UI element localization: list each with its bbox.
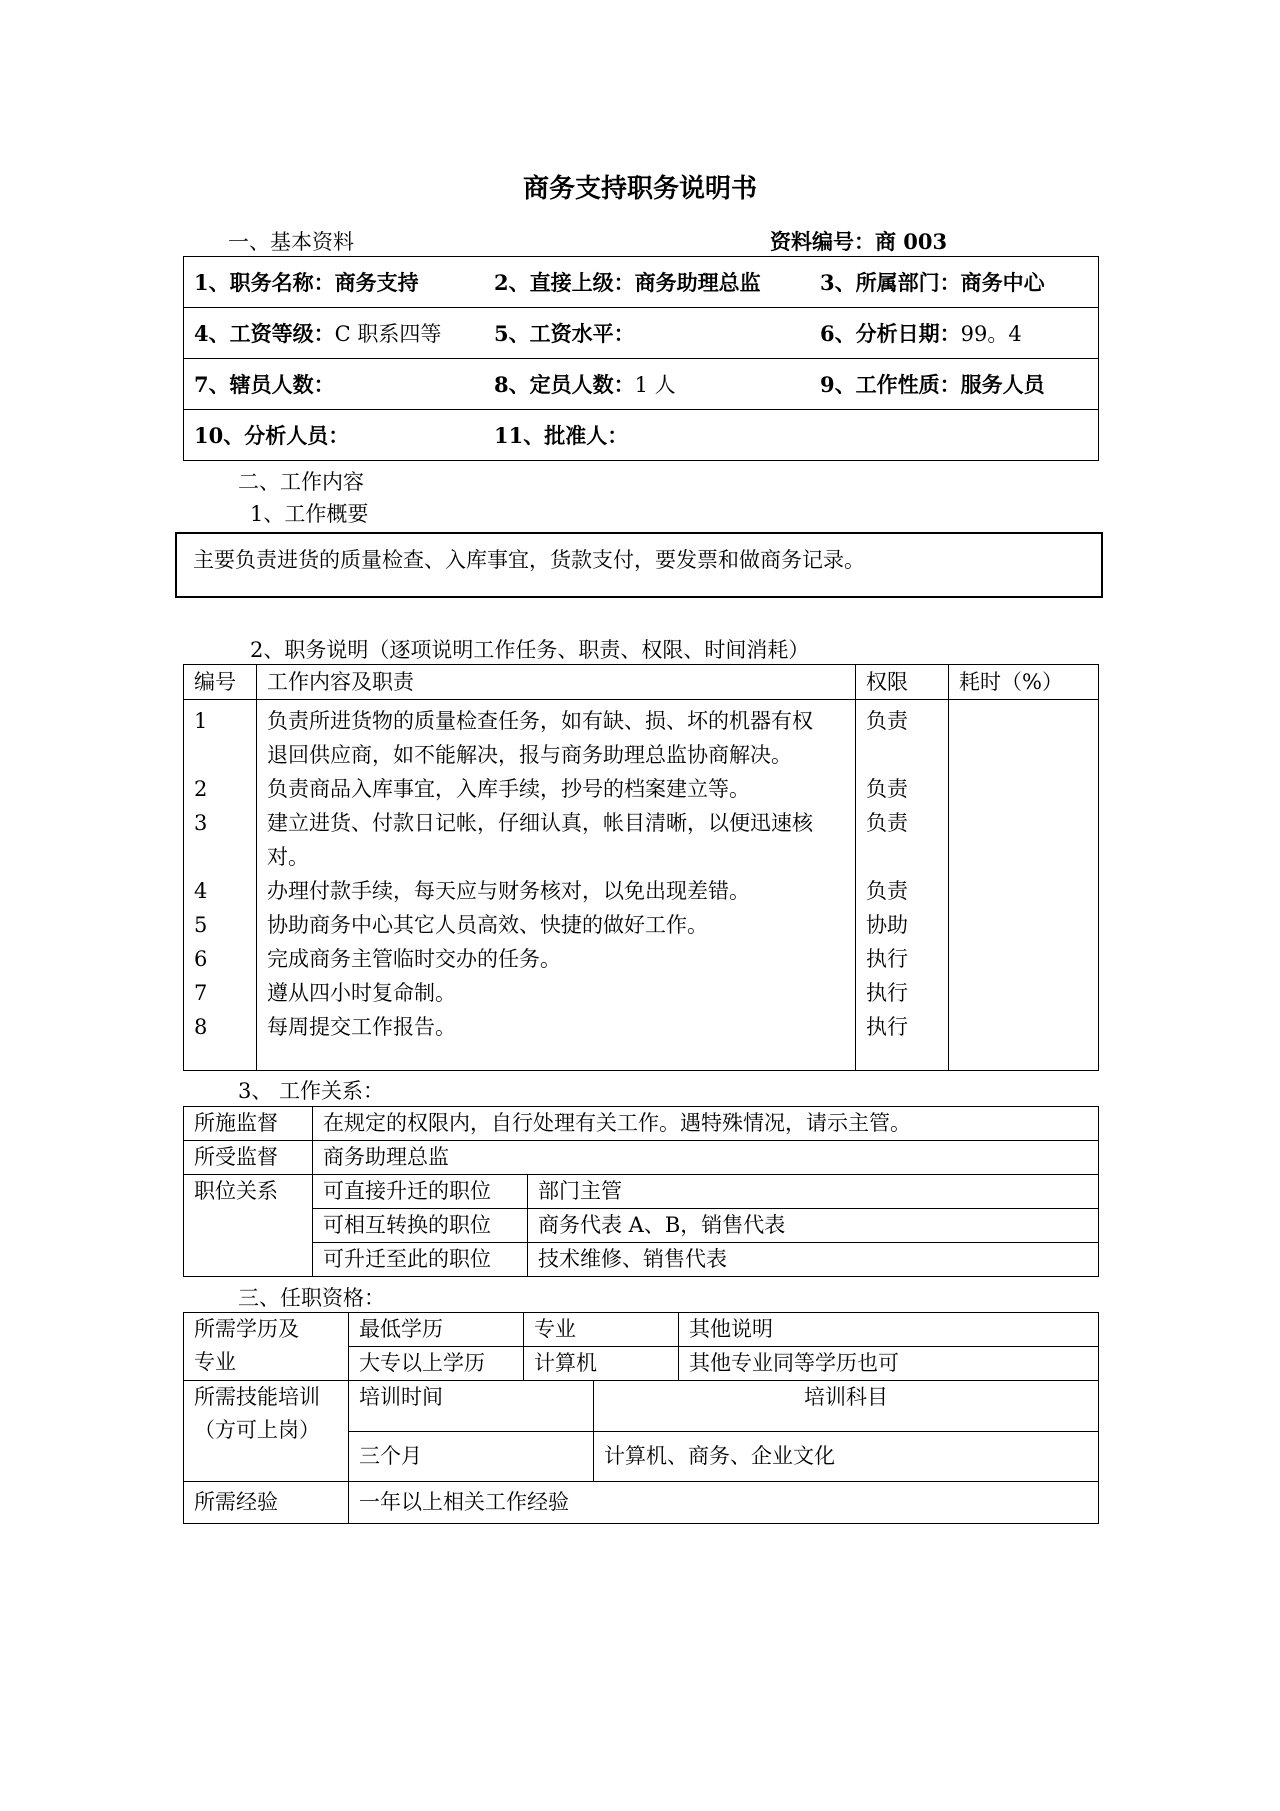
duty-header-content: 工作内容及职责: [257, 665, 856, 700]
duty-number: 8: [194, 1015, 208, 1039]
basic-info-value: 商务支持: [334, 270, 419, 295]
section-work-heading: 二、工作内容: [238, 470, 364, 494]
basic-info-label: 5、工资水平：: [494, 321, 635, 346]
position-value-1: 商务代表 A、B，销售代表: [528, 1209, 1099, 1243]
duty-number: 4: [194, 879, 208, 903]
qualifications-heading: 三、任职资格：: [238, 1286, 385, 1310]
duty-time-column: [949, 700, 1099, 1071]
duty-content-line: 每周提交工作报告。: [267, 1015, 456, 1039]
duty-header-row: [184, 665, 1099, 700]
doc-number-value: 商 003: [875, 229, 948, 254]
basic-info-table: [183, 256, 1099, 461]
basic-info-label: 8、定员人数：: [494, 372, 635, 397]
duty-body-row: [184, 700, 1099, 1071]
section-basic-heading: 一、基本资料: [228, 230, 354, 254]
duty-number: 7: [194, 981, 208, 1005]
duty-header-authority: 权限: [856, 665, 949, 700]
basic-info-row: [184, 359, 1099, 410]
basic-info-cell: [184, 410, 485, 461]
basic-info-cell: [810, 308, 1099, 359]
position-type-2: 可升迁至此的职位: [313, 1243, 528, 1277]
position-row-0: [184, 1175, 1099, 1209]
duty-number-spacer: [194, 840, 246, 874]
document-title: 商务支持职务说明书: [522, 174, 757, 204]
doc-number-label: 资料编号：: [770, 229, 875, 254]
duty-authority: 执行: [866, 1015, 908, 1039]
duty-number: 1: [194, 709, 208, 733]
duty-content-line: 对。: [267, 845, 309, 869]
basic-info-label: 2、直接上级：: [494, 270, 635, 295]
basic-info-value: 服务人员: [960, 372, 1045, 397]
education-label: [184, 1313, 349, 1381]
skill-label: [184, 1381, 349, 1481]
basic-info-label: 6、分析日期：: [820, 321, 961, 346]
work-summary-box: [175, 532, 1103, 598]
duty-content-line: 遵从四小时复命制。: [267, 981, 456, 1005]
duty-authority-column: [856, 700, 949, 1071]
position-row-2: [184, 1243, 1099, 1277]
skill-value-subject: 计算机、商务、企业文化: [594, 1431, 1099, 1481]
qualifications-table: [183, 1312, 1099, 1381]
work-summary-heading: 1、工作概要: [250, 502, 369, 526]
edu-header-other: 其他说明: [679, 1313, 1099, 1347]
position-value-2: 技术维修、销售代表: [528, 1243, 1099, 1277]
edu-value-degree: 大专以上学历: [349, 1347, 524, 1381]
duty-number-spacer: [194, 738, 246, 772]
duty-authority-spacer: [866, 840, 938, 874]
duty-authority: 负责: [866, 879, 908, 903]
relations-table: [183, 1106, 1099, 1277]
duty-authority: 负责: [866, 777, 908, 801]
skill-label-line-2: （方可上岗）: [194, 1418, 320, 1442]
basic-info-cell: [484, 257, 810, 308]
basic-info-label: 9、工作性质：: [820, 372, 961, 397]
edu-header-row: [184, 1313, 1099, 1347]
education-label-line-2: 专业: [194, 1350, 236, 1374]
experience-row: [184, 1481, 1099, 1523]
basic-info-cell: [810, 257, 1099, 308]
basic-info-label: 1、职务名称：: [194, 270, 335, 295]
duty-content-column: [257, 700, 856, 1071]
duty-content-line: 退回供应商，如不能解决，报与商务助理总监协商解决。: [267, 743, 792, 767]
skill-header-time: 培训时间: [349, 1381, 594, 1431]
duty-authority: 负责: [866, 709, 908, 733]
skill-header-row: [184, 1381, 1099, 1431]
duty-number: 5: [194, 913, 208, 937]
duty-num-column: [184, 700, 257, 1071]
duty-number: 6: [194, 947, 208, 971]
edu-header-degree: 最低学历: [349, 1313, 524, 1347]
relations-supervise-row: [184, 1107, 1099, 1141]
basic-info-label: 11、批准人：: [494, 423, 629, 448]
duty-content-line: 建立进货、付款日记帐，仔细认真，帐目清晰，以便迅速核: [267, 811, 813, 835]
duty-number: 3: [194, 811, 208, 835]
experience-label: 所需经验: [184, 1481, 349, 1523]
duty-content-line: 负责所进货物的质量检查任务，如有缺、损、坏的机器有权: [267, 709, 813, 733]
education-label-line-1: 所需学历及: [194, 1317, 299, 1341]
duty-number: 2: [194, 777, 208, 801]
duty-authority: 负责: [866, 811, 908, 835]
basic-info-label: 4、工资等级：: [194, 321, 335, 346]
edu-header-major: 专业: [524, 1313, 679, 1347]
duty-header-num: 编号: [184, 665, 257, 700]
duty-authority: 执行: [866, 947, 908, 971]
basic-info-cell: [810, 410, 1099, 461]
basic-info-row: [184, 410, 1099, 461]
basic-info-cell: [484, 410, 810, 461]
experience-value: 一年以上相关工作经验: [349, 1481, 1099, 1523]
skill-header-subject: 培训科目: [594, 1381, 1099, 1431]
basic-info-value: C 职系四等: [334, 322, 442, 346]
basic-info-cell: [184, 257, 485, 308]
basic-info-cell: [484, 359, 810, 410]
basic-info-label: 10、分析人员：: [194, 423, 350, 448]
basic-info-value: 1 人: [634, 373, 676, 397]
duty-table: [183, 664, 1099, 1071]
supervise-label: 所施监督: [184, 1107, 313, 1141]
skills-table: [183, 1381, 1099, 1524]
duty-authority: 执行: [866, 981, 908, 1005]
edu-value-major: 计算机: [524, 1347, 679, 1381]
position-type-0: 可直接升迁的职位: [313, 1175, 528, 1209]
duty-content-line: 办理付款手续，每天应与财务核对，以免出现差错。: [267, 879, 750, 903]
basic-info-cell: [810, 359, 1099, 410]
doc-number: [770, 226, 947, 256]
basic-info-row: [184, 308, 1099, 359]
relations-supervised-row: [184, 1141, 1099, 1175]
duty-header-time: 耗时（%）: [949, 665, 1099, 700]
edu-value-other: 其他专业同等学历也可: [679, 1347, 1099, 1381]
duty-content-line: 协助商务中心其它人员高效、快捷的做好工作。: [267, 913, 708, 937]
duty-heading: 2、职务说明（逐项说明工作任务、职责、权限、时间消耗）: [250, 638, 810, 662]
duty-authority: 协助: [866, 913, 908, 937]
basic-info-value: 商务助理总监: [634, 270, 761, 295]
position-type-1: 可相互转换的职位: [313, 1209, 528, 1243]
relations-heading: 3、 工作关系：: [238, 1079, 385, 1103]
duty-content-line: 负责商品入库事宜，入库手续，抄号的档案建立等。: [267, 777, 750, 801]
supervised-label: 所受监督: [184, 1141, 313, 1175]
basic-info-row: [184, 257, 1099, 308]
position-row-1: [184, 1209, 1099, 1243]
basic-info-cell: [484, 308, 810, 359]
position-value-0: 部门主管: [528, 1175, 1099, 1209]
basic-info-cell: [184, 359, 485, 410]
skill-value-time: 三个月: [349, 1431, 594, 1481]
basic-info-label: 3、所属部门：: [820, 270, 961, 295]
supervise-value: 在规定的权限内，自行处理有关工作。遇特殊情况，请示主管。: [313, 1107, 1099, 1141]
duty-content-line: 完成商务主管临时交办的任务。: [267, 947, 561, 971]
supervised-value: 商务助理总监: [313, 1141, 1099, 1175]
basic-info-value: 商务中心: [960, 270, 1045, 295]
basic-info-value: 99。4: [960, 322, 1022, 346]
work-summary-text: 主要负责进货的质量检查、入库事宜，货款支付，要发票和做商务记录。: [193, 548, 865, 572]
duty-authority-spacer: [866, 738, 938, 772]
basic-info-cell: [184, 308, 485, 359]
basic-info-label: 7、辖员人数：: [194, 372, 335, 397]
position-label: 职位关系: [184, 1175, 313, 1277]
skill-label-line-1: 所需技能培训: [194, 1385, 320, 1409]
